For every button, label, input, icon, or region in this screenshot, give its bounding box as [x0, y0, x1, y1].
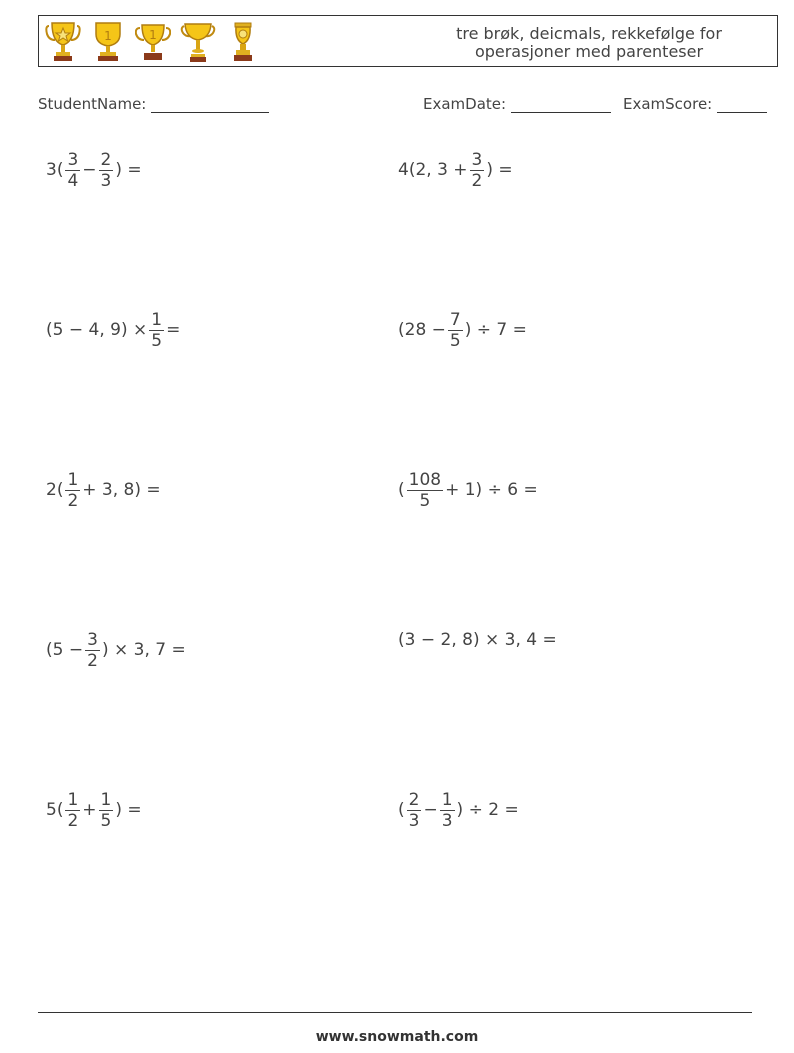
worksheet-header [38, 15, 778, 67]
expression-text: (5 − 4, 9) × [46, 320, 148, 340]
expression-text: (3 − 2, 8) × 3, 4 = [398, 630, 557, 650]
fraction-numerator: 2 [408, 789, 420, 810]
fraction [99, 790, 114, 831]
fraction-denominator: 3 [408, 810, 420, 831]
fraction-denominator: 4 [67, 170, 79, 191]
fraction-numerator: 1 [67, 789, 79, 810]
svg-text:1: 1 [104, 29, 112, 43]
expression-text: 5( [46, 800, 64, 820]
exam-date-label: ExamDate: [423, 95, 507, 113]
expression-text: + [82, 800, 97, 820]
fraction-denominator: 5 [151, 330, 163, 351]
fraction [440, 790, 455, 831]
title-line-1: tre brøk, deicmals, rekkefølge for [456, 24, 722, 43]
fraction-numerator: 1 [441, 789, 453, 810]
fraction-numerator: 108 [408, 469, 442, 490]
exam-date-blank[interactable] [511, 98, 611, 113]
fraction-denominator: 5 [419, 490, 431, 511]
problem-7 [46, 628, 186, 672]
fraction-denominator: 2 [471, 170, 483, 191]
footer-divider [38, 1012, 752, 1013]
problem-10 [398, 788, 519, 832]
expression-text: + 3, 8) = [82, 480, 161, 500]
expression-text: − [82, 160, 97, 180]
expression-text: ) = [115, 800, 142, 820]
expression-text: ) × 3, 7 = [101, 640, 186, 660]
fraction-numerator: 1 [151, 309, 163, 330]
exam-date-field[interactable] [423, 95, 611, 113]
expression-text: (28 − [398, 320, 446, 340]
medal-trophy-icon [225, 20, 261, 64]
expression-text: 2( [46, 480, 64, 500]
student-name-blank[interactable] [151, 98, 269, 113]
expression-text: ) ÷ 2 = [456, 800, 519, 820]
fraction [65, 790, 80, 831]
fraction [85, 630, 100, 671]
star-trophy-icon [45, 20, 81, 64]
fraction-numerator: 3 [87, 629, 98, 650]
fraction-denominator: 5 [100, 810, 112, 831]
expression-text: ( [398, 480, 405, 500]
fraction [448, 310, 463, 351]
fraction [407, 790, 422, 831]
fraction-numerator: 3 [471, 149, 483, 170]
trophy-row [45, 20, 261, 64]
fraction [407, 470, 443, 511]
fraction-denominator: 3 [100, 170, 112, 191]
fraction-denominator: 2 [67, 490, 79, 511]
expression-text: ) = [486, 160, 513, 180]
expression-text: = [166, 320, 181, 340]
fraction [65, 470, 80, 511]
fraction-numerator: 3 [67, 149, 79, 170]
fraction-numerator: 1 [100, 789, 112, 810]
problem-9 [46, 788, 142, 832]
fraction-numerator: 7 [449, 309, 461, 330]
fraction-denominator: 3 [441, 810, 453, 831]
problem-1 [46, 148, 142, 192]
expression-text: − [423, 800, 438, 820]
fraction [149, 310, 164, 351]
student-name-label: StudentName: [38, 95, 147, 113]
fraction-denominator: 2 [87, 650, 98, 671]
svg-text:1: 1 [149, 28, 157, 42]
problem-4 [398, 308, 527, 352]
expression-text: ) = [115, 160, 142, 180]
fraction-numerator: 1 [67, 469, 79, 490]
number-one-trophy-icon [90, 20, 126, 64]
exam-score-label: ExamScore: [623, 95, 713, 113]
expression-text: ) ÷ 7 = [464, 320, 527, 340]
exam-score-field[interactable] [623, 95, 767, 113]
fraction-numerator: 2 [100, 149, 112, 170]
expression-text: ( [398, 800, 405, 820]
problem-8 [398, 618, 557, 662]
exam-score-blank[interactable] [717, 98, 767, 113]
fraction [470, 150, 485, 191]
footer-site: www.snowmath.com [315, 1029, 479, 1045]
student-name-field[interactable] [38, 95, 269, 113]
problem-6 [398, 468, 538, 512]
goblet-trophy-icon [180, 20, 216, 64]
fraction [99, 150, 114, 191]
problem-5 [46, 468, 161, 512]
fraction-denominator: 5 [449, 330, 461, 351]
worksheet-title [419, 25, 759, 61]
expression-text: (5 − [46, 640, 84, 660]
problem-2 [398, 148, 513, 192]
title-line-2: operasjoner med parenteser [474, 42, 704, 61]
expression-text: 3( [46, 160, 64, 180]
number-one-cup-icon [135, 20, 171, 64]
problem-3 [46, 308, 180, 352]
expression-text: 4(2, 3 + [398, 160, 468, 180]
fraction-denominator: 2 [67, 810, 79, 831]
fraction [65, 150, 80, 191]
expression-text: + 1) ÷ 6 = [445, 480, 538, 500]
